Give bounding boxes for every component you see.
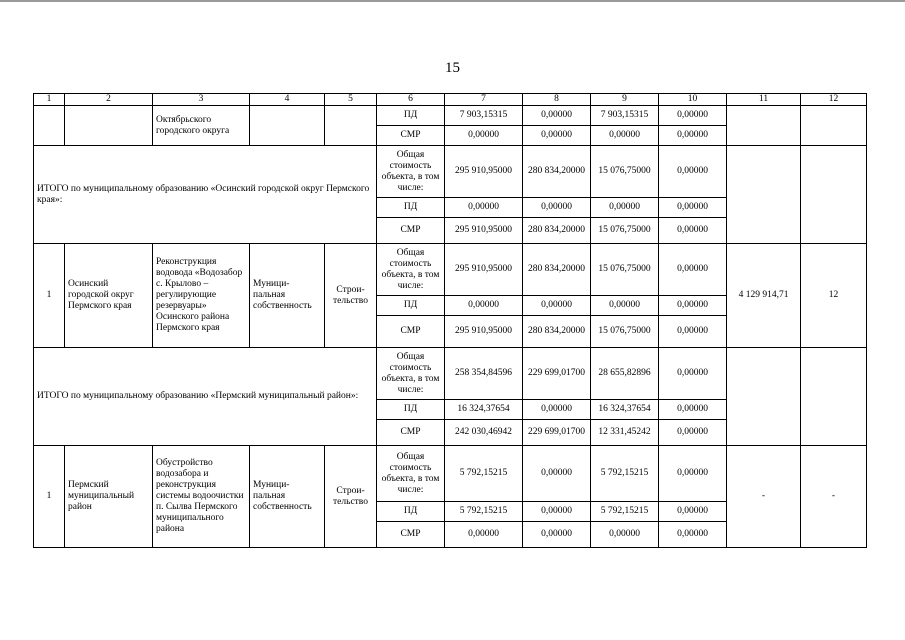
cell-ownership: Муници-пальная собственность xyxy=(250,244,325,348)
cell-cost-type: ПД xyxy=(377,296,445,316)
column-header: 6 xyxy=(377,94,445,106)
cell-value: 0,00000 xyxy=(659,400,727,420)
cell-value: 0,00000 xyxy=(591,522,659,548)
cell-value: 0,00000 xyxy=(591,296,659,316)
cell-work-type: Строи-тельство xyxy=(325,244,377,348)
cell-value: 0,00000 xyxy=(523,522,591,548)
cell-value: 295 910,95000 xyxy=(445,218,523,244)
cell-cost-type: Общая стоимость объекта, в том числе: xyxy=(377,244,445,296)
cell-col12 xyxy=(801,146,867,244)
cell-value: 0,00000 xyxy=(659,316,727,348)
cell-value: 0,00000 xyxy=(523,198,591,218)
cell-value: 0,00000 xyxy=(659,522,727,548)
cell-value: 0,00000 xyxy=(523,126,591,146)
cell-value: 0,00000 xyxy=(659,218,727,244)
cell-value: 295 910,95000 xyxy=(445,146,523,198)
cell-object: Обустройство водозабора и реконструкция системы водоочистки п. Сылва Пермского муниципального района xyxy=(153,446,250,548)
cell-work-type: Строи-тельство xyxy=(325,446,377,548)
cell-value: 0,00000 xyxy=(659,296,727,316)
cell-value: 295 910,95000 xyxy=(445,316,523,348)
column-header: 12 xyxy=(801,94,867,106)
cell-col12: 12 xyxy=(801,244,867,348)
cell-value: 0,00000 xyxy=(523,400,591,420)
column-numbers-row xyxy=(34,94,867,106)
cell-value: 0,00000 xyxy=(445,522,523,548)
cell-ownership: Муници-пальная собственность xyxy=(250,446,325,548)
cell-value: 15 076,75000 xyxy=(591,218,659,244)
column-header: 4 xyxy=(250,94,325,106)
cell-value: 5 792,15215 xyxy=(591,446,659,502)
table-row xyxy=(34,244,867,296)
cell-value: 15 076,75000 xyxy=(591,244,659,296)
cell-value: 229 699,01700 xyxy=(523,420,591,446)
cell-cost-type: ПД xyxy=(377,400,445,420)
scan-edge xyxy=(0,0,905,2)
cell-value: 7 903,15315 xyxy=(591,106,659,126)
cell-value: 0,00000 xyxy=(523,296,591,316)
cell-col11 xyxy=(727,106,801,146)
cell-col12: - xyxy=(801,446,867,548)
cell-value: 15 076,75000 xyxy=(591,146,659,198)
column-header: 1 xyxy=(34,94,65,106)
column-header: 7 xyxy=(445,94,523,106)
cell-cost-type: СМР xyxy=(377,316,445,348)
cell-num: 1 xyxy=(34,244,65,348)
cell-value: 0,00000 xyxy=(659,126,727,146)
column-header: 2 xyxy=(65,94,153,106)
cell-cost-type: ПД xyxy=(377,198,445,218)
table-row xyxy=(34,348,867,400)
cell-cost-type: СМР xyxy=(377,218,445,244)
cell-value: 16 324,37654 xyxy=(591,400,659,420)
cell-value: 280 834,20000 xyxy=(523,316,591,348)
cell-object: Реконструкция водовода «Водозабор с. Крылово – регулирующие резервуары» Осинского района Пермского края xyxy=(153,244,250,348)
cell-object: Октябрьского городского округа xyxy=(153,106,250,146)
cell-cost-type: Общая стоимость объекта, в том числе: xyxy=(377,146,445,198)
cell-value: 280 834,20000 xyxy=(523,146,591,198)
cell-value: 0,00000 xyxy=(445,198,523,218)
cell-value: 0,00000 xyxy=(523,446,591,502)
cell-municipality: Пермский муниципальный район xyxy=(65,446,153,548)
cell-value: 229 699,01700 xyxy=(523,348,591,400)
cell-value: 0,00000 xyxy=(659,106,727,126)
cell-col11: 4 129 914,71 xyxy=(727,244,801,348)
page-number: 15 xyxy=(445,60,460,76)
column-header: 3 xyxy=(153,94,250,106)
cell-value: 28 655,82896 xyxy=(591,348,659,400)
investment-table xyxy=(33,93,867,548)
table-row xyxy=(34,146,867,198)
cell-num xyxy=(34,106,65,146)
column-header: 5 xyxy=(325,94,377,106)
cell-cost-type: ПД xyxy=(377,502,445,522)
cell-value: 0,00000 xyxy=(445,296,523,316)
cell-col12 xyxy=(801,348,867,446)
cell-value: 16 324,37654 xyxy=(445,400,523,420)
cell-value: 5 792,15215 xyxy=(445,446,523,502)
cell-cost-type: Общая стоимость объекта, в том числе: xyxy=(377,348,445,400)
itogo-label: ИТОГО по муниципальному образованию «Осинский городской округ Пермского края»: xyxy=(34,146,377,244)
cell-cost-type: СМР xyxy=(377,420,445,446)
itogo-label: ИТОГО по муниципальному образованию «Пермский муниципальный район»: xyxy=(34,348,377,446)
cell-value: 15 076,75000 xyxy=(591,316,659,348)
cell-cost-type: ПД xyxy=(377,106,445,126)
cell-col11 xyxy=(727,146,801,244)
cell-num: 1 xyxy=(34,446,65,548)
cell-value: 0,00000 xyxy=(591,126,659,146)
cell-value: 295 910,95000 xyxy=(445,244,523,296)
cell-value: 0,00000 xyxy=(523,106,591,126)
column-header: 11 xyxy=(727,94,801,106)
table-row xyxy=(34,106,867,126)
cell-value: 0,00000 xyxy=(591,198,659,218)
cell-value: 0,00000 xyxy=(659,244,727,296)
column-header: 10 xyxy=(659,94,727,106)
cell-col11: - xyxy=(727,446,801,548)
cell-cost-type: Общая стоимость объекта, в том числе: xyxy=(377,446,445,502)
cell-value: 5 792,15215 xyxy=(591,502,659,522)
cell-value: 7 903,15315 xyxy=(445,106,523,126)
cell-value: 0,00000 xyxy=(659,502,727,522)
column-header: 9 xyxy=(591,94,659,106)
cell-value: 258 354,84596 xyxy=(445,348,523,400)
cell-cost-type: СМР xyxy=(377,126,445,146)
cell-municipality xyxy=(65,106,153,146)
cell-value: 12 331,45242 xyxy=(591,420,659,446)
column-header: 8 xyxy=(523,94,591,106)
cell-value: 0,00000 xyxy=(523,502,591,522)
cell-value: 0,00000 xyxy=(659,446,727,502)
cell-value: 0,00000 xyxy=(659,198,727,218)
cell-value: 242 030,46942 xyxy=(445,420,523,446)
cell-col12 xyxy=(801,106,867,146)
cell-value: 280 834,20000 xyxy=(523,244,591,296)
cell-value: 5 792,15215 xyxy=(445,502,523,522)
cell-work-type xyxy=(325,106,377,146)
table-row xyxy=(34,446,867,502)
cell-cost-type: СМР xyxy=(377,522,445,548)
cell-value: 0,00000 xyxy=(659,420,727,446)
cell-value: 0,00000 xyxy=(659,348,727,400)
cell-value: 0,00000 xyxy=(659,146,727,198)
cell-municipality: Осинский городской округ Пермского края xyxy=(65,244,153,348)
cell-col11 xyxy=(727,348,801,446)
cell-ownership xyxy=(250,106,325,146)
cell-value: 280 834,20000 xyxy=(523,218,591,244)
cell-value: 0,00000 xyxy=(445,126,523,146)
